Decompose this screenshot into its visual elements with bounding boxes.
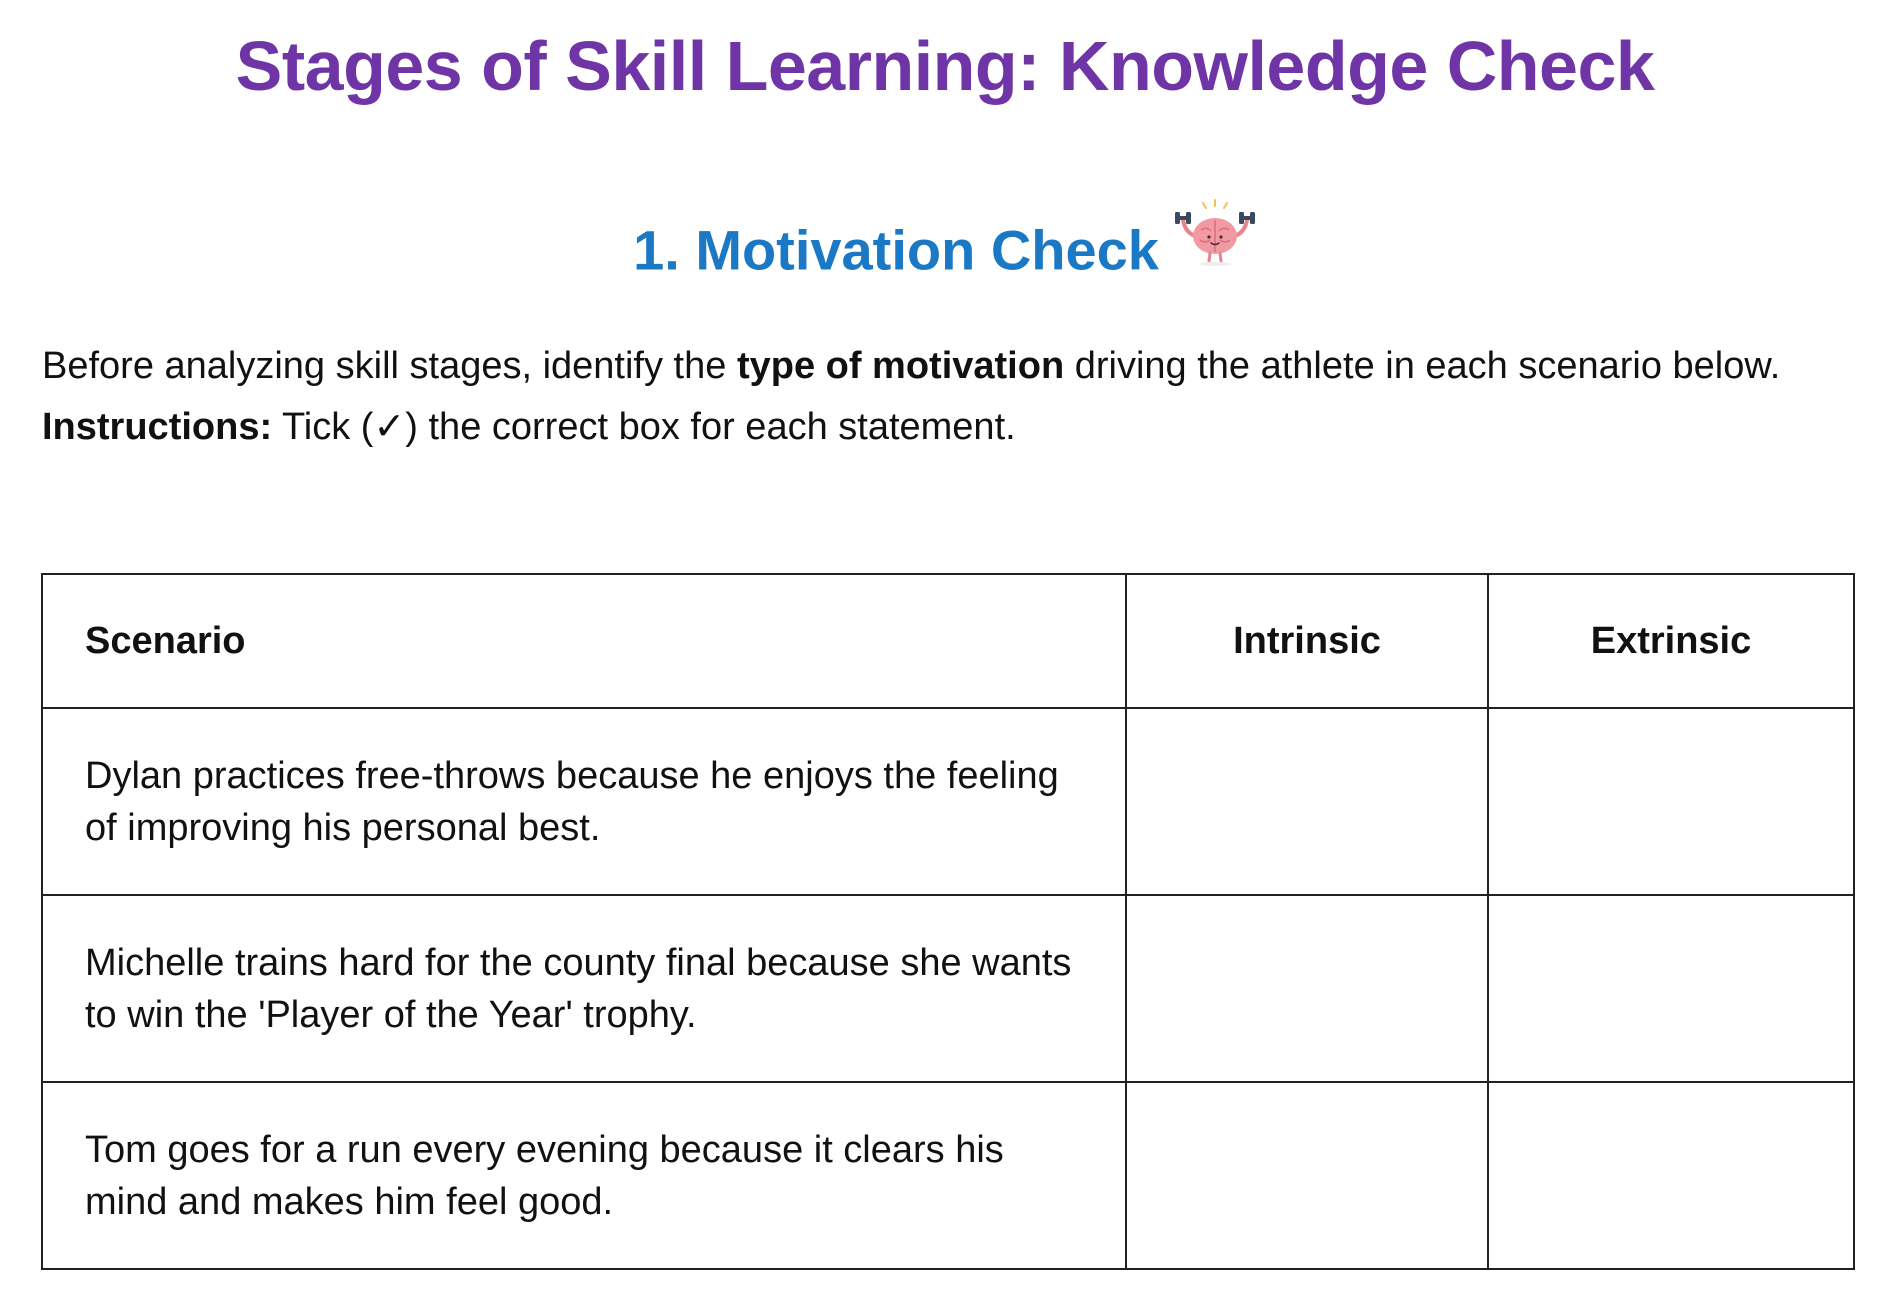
scenario-cell: Michelle trains hard for the county final because she wants to win the 'Player of the Year' trophy. bbox=[42, 895, 1126, 1082]
table-row bbox=[42, 708, 1854, 895]
intro-text bbox=[42, 336, 1862, 458]
intrinsic-tick-cell[interactable] bbox=[1126, 708, 1488, 895]
page-title: Stages of Skill Learning: Knowledge Check bbox=[235, 27, 1655, 105]
intrinsic-tick-cell[interactable] bbox=[1126, 1082, 1488, 1269]
scenario-cell: Tom goes for a run every evening because it clears his mind and makes him feel good. bbox=[42, 1082, 1126, 1269]
extrinsic-tick-cell[interactable] bbox=[1488, 708, 1854, 895]
column-header-scenario: Scenario bbox=[42, 574, 1126, 708]
intro-text-part: driving the athlete in each scenario below. bbox=[1064, 345, 1781, 387]
table-header-row bbox=[42, 574, 1854, 708]
table-row bbox=[42, 895, 1854, 1082]
extrinsic-tick-cell[interactable] bbox=[1488, 1082, 1854, 1269]
intro-paragraph bbox=[42, 336, 1862, 397]
column-header-extrinsic: Extrinsic bbox=[1488, 574, 1854, 708]
intro-text-part: Before analyzing skill stages, identify the bbox=[42, 345, 737, 387]
section-heading bbox=[0, 210, 1890, 291]
extrinsic-tick-cell[interactable] bbox=[1488, 895, 1854, 1082]
instructions-label: Instructions: bbox=[42, 406, 273, 448]
intrinsic-tick-cell[interactable] bbox=[1126, 895, 1488, 1082]
instructions-paragraph bbox=[42, 397, 1862, 458]
table-row bbox=[42, 1082, 1854, 1269]
instructions-text: Tick (✓) the correct box for each statement. bbox=[272, 406, 1016, 448]
scenario-cell: Dylan practices free-throws because he enjoys the feeling of improving his personal best. bbox=[42, 708, 1126, 895]
flexing-brain-icon bbox=[1173, 198, 1257, 268]
motivation-table bbox=[41, 573, 1855, 1270]
intro-emphasis: type of motivation bbox=[736, 345, 1065, 387]
section-heading-label: 1. Motivation Check bbox=[633, 218, 1159, 282]
column-header-intrinsic: Intrinsic bbox=[1126, 574, 1488, 708]
